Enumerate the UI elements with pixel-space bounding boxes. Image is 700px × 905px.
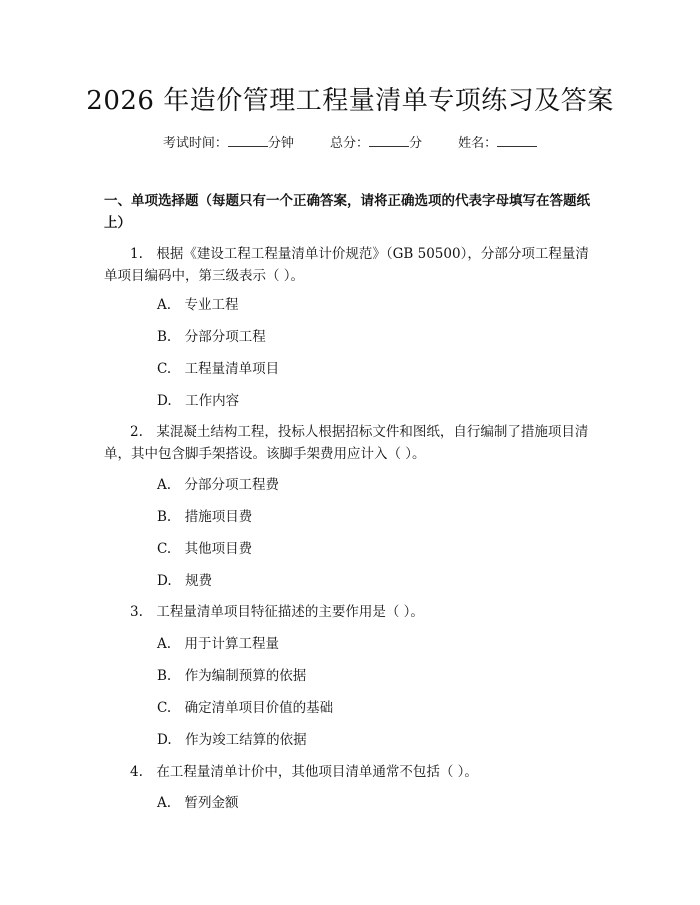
exam-score-unit: 分 [409,136,423,151]
exam-time-blank [228,134,268,147]
question-2-option-a: A. 分部分项工程费 [157,477,280,493]
document-title: 2026 年造价管理工程量清单专项练习及答案 [86,86,614,116]
exam-time-unit: 分钟 [267,136,294,151]
question-1-option-d: D. 工作内容 [157,393,240,409]
exam-name [458,132,537,151]
exam-score-label: 总分： [329,136,369,151]
question-1-option-b: B. 分部分项工程 [157,329,266,345]
exam-name-label: 姓名： [458,136,498,151]
question-3-option-b: B. 作为编制预算的依据 [157,668,307,684]
question-3-option-d: D. 作为竣工结算的依据 [157,732,307,748]
question-4-option-a: A. 暂列金额 [157,795,239,811]
question-3-option-c: C. 确定清单项目价值的基础 [157,700,334,716]
question-1-option-c: C. 工程量清单项目 [157,361,280,377]
exam-score-blank [369,134,409,147]
question-1-option-a: A. 专业工程 [157,297,239,313]
question-2: 2. 某混凝土结构工程，投标人根据招标文件和图纸，自行编制了措施项目清单，其中包含脚手架搭设。该脚手架费用应计入（ ）。 [104,424,589,462]
exam-time [163,132,294,151]
exam-name-blank [497,134,537,147]
section-heading: 一、单项选择题（每题只有一个正确答案，请将正确选项的代表字母填写在答题纸上） [104,193,590,231]
question-2-option-d: D. 规费 [157,573,213,589]
question-1: 1. 根据《建设工程工程量清单计价规范》（GB 50500），分部分项工程量清单项目编码中，第三级表示（ ）。 [104,246,589,284]
question-3-option-a: A. 用于计算工程量 [157,636,280,652]
question-2-option-b: B. 措施项目费 [157,509,253,525]
question-4: 4. 在工程量清单计价中，其他项目清单通常不包括（ ）。 [130,764,478,780]
exam-info-line [0,132,700,151]
question-2-option-c: C. 其他项目费 [157,541,253,557]
exam-score [330,132,422,151]
question-3: 3. 工程量清单项目特征描述的主要作用是（ ）。 [130,604,424,620]
exam-time-label: 考试时间： [162,136,228,151]
